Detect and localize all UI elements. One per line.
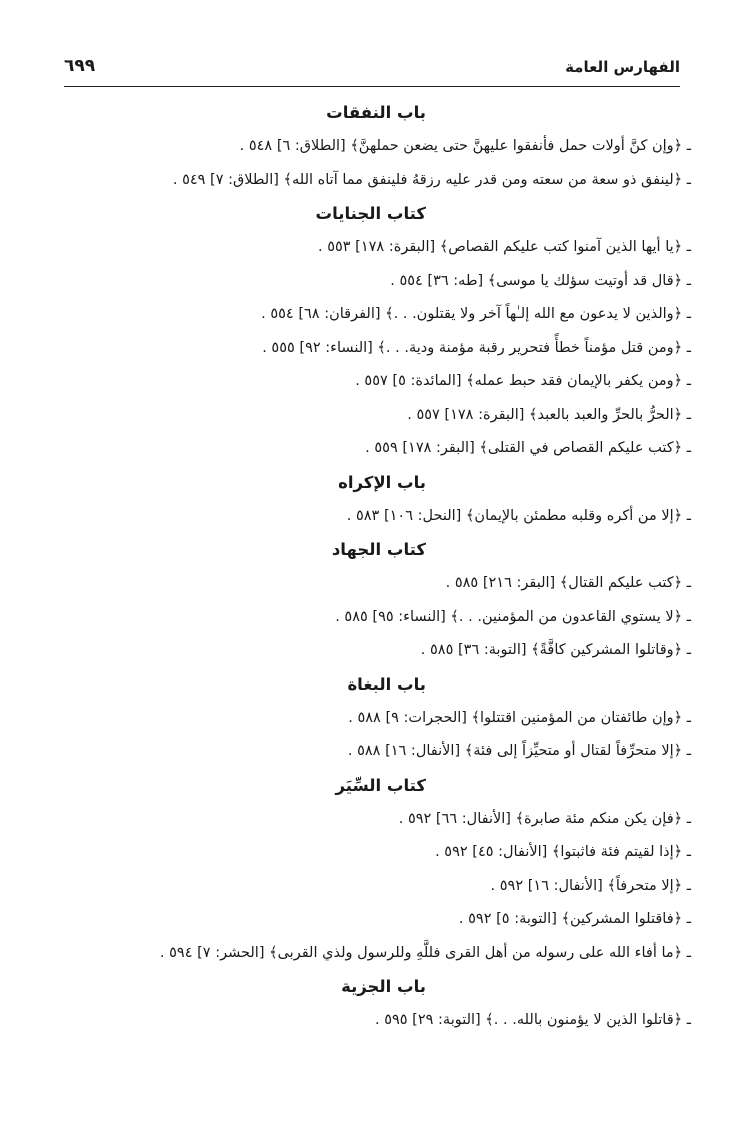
index-entry: ـ ﴿ومن يكفر بالإيمان فقد حبط عمله﴾ [المائدة: ٥] ٥٥٧ . <box>355 373 691 389</box>
section-title: باب الإكراه <box>338 472 426 492</box>
index-entry: ـ ﴿الحرُّ بالحرِّ والعبد بالعبد﴾ [البقرة: ١٧٨] ٥٥٧ . <box>407 406 691 423</box>
section-title: باب النفقات <box>326 103 426 122</box>
index-entry: ـ ﴿إلا متحرفاً﴾ [الأنفال: ١٦] ٥٩٢ . <box>490 877 691 894</box>
index-content <box>91 96 691 1038</box>
section-title: باب الجزية <box>341 977 426 996</box>
index-entry: ـ ﴿كتب عليكم القتال﴾ [البقر: ٢١٦] ٥٨٥ . <box>445 575 691 591</box>
section-nafaqat <box>91 96 691 197</box>
section-title: كتاب السِّيَر <box>335 775 426 795</box>
index-entry: ـ ﴿ومن قتل مؤمناً خطأً فتحرير رقبة مؤمنة ودية. . .﴾ [النساء: ٩٢] ٥٥٥ . <box>262 339 691 356</box>
index-entry: ـ ﴿إلا من أكره وقلبه مطمئن بالإيمان﴾ [النحل: ١٠٦] ٥٨٣ . <box>346 507 691 524</box>
section-title: باب البغاة <box>347 674 426 694</box>
index-entry: ـ ﴿قال قد أوتيت سؤلك يا موسى﴾ [طه: ٣٦] ٥٥٤ . <box>390 272 691 289</box>
section-title: كتاب الجنايات <box>315 204 426 223</box>
index-entry: ـ ﴿كتب عليكم القصاص في القتلى﴾ [البقر: ١٧٨] ٥٥٩ . <box>365 440 691 456</box>
section-ikrah <box>91 466 691 534</box>
index-entry: ـ ﴿والذين لا يدعون مع الله إلـٰهاً آخر ولا يقتلون. . .﴾ [الفرقان: ٦٨] ٥٥٤ . <box>261 306 691 322</box>
index-entry: ـ ﴿قاتلوا الذين لا يؤمنون بالله. . .﴾ [التوبة: ٢٩] ٥٩٥ . <box>374 1012 691 1028</box>
section-jihad <box>91 533 691 668</box>
index-entry: ـ ﴿وإن طائفتان من المؤمنين اقتتلوا﴾ [الحجرات: ٩] ٥٨٨ . <box>348 709 691 726</box>
index-entry: ـ ﴿فاقتلوا المشركين﴾ [التوبة: ٥] ٥٩٢ . <box>458 911 691 927</box>
index-entry: ـ ﴿لا يستوي القاعدون من المؤمنين. . .﴾ [النساء: ٩٥] ٥٨٥ . <box>335 608 691 625</box>
index-entry: ـ ﴿يا أيها الذين آمنوا كتب عليكم القصاص﴾ [البقرة: ١٧٨] ٥٥٣ . <box>317 239 691 255</box>
section-jizya <box>91 970 691 1038</box>
index-entry: ـ ﴿لينفق ذو سعة من سعته ومن قدر عليه رزقهُ فلينفق مما آتاه الله﴾ [الطلاق: ٧] ٥٤٩ . <box>172 171 691 188</box>
section-bughat <box>91 668 691 769</box>
index-entry: ـ ﴿إذا لقيتم فئة فاثبتوا﴾ [الأنفال: ٤٥] ٥٩٢ . <box>435 844 691 860</box>
section-jinayat <box>91 197 691 466</box>
page-number: ٦٩٩ <box>64 56 96 76</box>
index-entry: ـ ﴿إلا متحرِّفاً لقتال أو متحيِّزاً إلى فئة﴾ [الأنفال: ١٦] ٥٨٨ . <box>347 743 691 759</box>
index-entry: ـ ﴿ما أفاء الله على رسوله من أهل القرى فللَّهِ وللرسول ولذي القربى﴾ [الحشر: ٧] ٥٩٤ . <box>159 944 691 961</box>
running-title: الفهارس العامة <box>565 58 680 76</box>
section-title: كتاب الجهاد <box>331 540 426 559</box>
section-siyar <box>91 769 691 971</box>
index-entry: ـ ﴿وقاتلوا المشركين كافَّةً﴾ [التوبة: ٣٦] ٥٨٥ . <box>420 642 691 658</box>
index-entry: ـ ﴿وإن كنَّ أولات حمل فأنفقوا عليهنَّ حتى يضعن حملهنَّ﴾ [الطلاق: ٦] ٥٤٨ . <box>239 138 691 154</box>
index-entry: ـ ﴿فإن يكن منكم مئة صابرة﴾ [الأنفال: ٦٦] ٥٩٢ . <box>398 810 691 827</box>
page-header <box>64 52 680 87</box>
